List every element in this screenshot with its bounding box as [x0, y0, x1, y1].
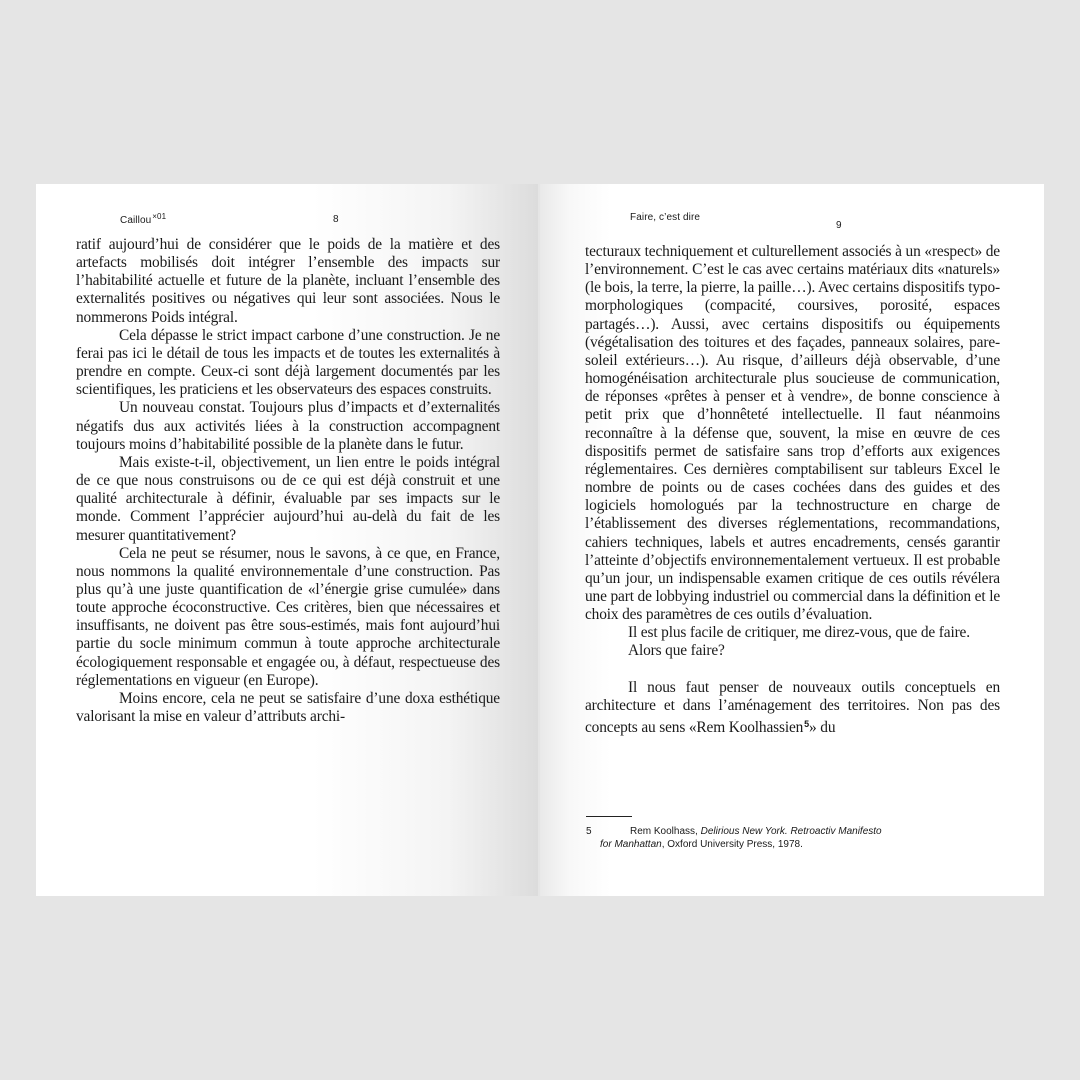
footnote-author: Rem Koolhass, [630, 826, 701, 837]
page-number-left: 8 [333, 214, 339, 225]
paragraph-spacer [585, 661, 1000, 679]
paragraph-text-tail: » du [809, 718, 836, 736]
footnote-rule [586, 816, 632, 817]
left-page [36, 184, 538, 896]
footnote-number: 5 [586, 826, 592, 837]
paragraph: Un nouveau constat. Toujours plus d’impacts et d’externalités négatifs dus aux activités liées à la construction accompagnent toujours moins d’habitabilité possible de la planète dans le futur. [76, 399, 500, 453]
page-number-right: 9 [836, 220, 842, 231]
running-head-title: Caillou [120, 215, 152, 226]
footnote-title: Delirious New York. Retroactiv Manifesto for Manhattan [600, 826, 882, 850]
paragraph: Cela ne peut se résumer, nous le savons, à ce que, en France, nous nommons la qualité environnementale d’une construction. Pas plus qu’à une juste quantification de «l’énergie grise cumulée» dans toute approche écoconstructive. Ces critères, bien que nécessaires et insuffisants, ne doivent pas être sous-estimés, mais font aujourd’hui partie du socle minimum commun à toute approche architecturale écologiquement responsable et engagée ou, à défaut, respectueuse des réglementations en vigueur (en Europe). [76, 544, 500, 689]
footnote-publisher: , Oxford University Press, 1978. [661, 838, 803, 850]
footnote [586, 826, 886, 851]
footnote-reference[interactable]: 5 [804, 718, 810, 729]
paragraph [585, 679, 1000, 737]
paragraph: tecturaux techniquement et culturellement associés à un «respect» de l’environnement. C’est le cas avec certains matériaux dits «naturels» (le bois, la terre, la pierre, la paille…). Avec certains dispositifs typo-morphologiques (compacité, coursives, porosité, espaces partagés…). Aussi, avec certains dispositifs ou équipements (végétalisation des toitures et des façades, panneaux solaires, pare-soleil extérieurs…). Au risque, d’ailleurs déjà observable, d’une homogénéisation architecturale plus soucieuse de communication, de réponses «prêtes à penser et à vendre», de bonne conscience à petit prix que d’honnêteté intellectuelle. Il faut néanmoins reconnaître à la défense que, souvent, la mise en œuvre de ces dispositifs permet de satisfaire sans trop d’efforts aux exigences réglementaires. Ces dernières comptabilisent sur tableurs Excel le nombre de points ou de cases cochées dans des guides et des logiciels homologués par la technostructure en charge de l’établissement des diverses réglementations, recommandations, cahiers techniques, labels et autres encadrements, censés garantir l’atteinte d’objectifs environnementalement vertueux. Il est probable qu’un jour, un indispensable examen critique de ces outils révélera une part de lobbying industriel ou commercial dans la définition et le choix des paramètres de ces outils d’évaluation. [585, 243, 1000, 624]
right-page [540, 184, 1044, 896]
body-text-right [585, 243, 1000, 737]
paragraph: Il est plus facile de critiquer, me direz-vous, que de faire. [628, 624, 970, 642]
paragraph: Cela dépasse le strict impact carbone d’une construction. Je ne ferai pas ici le détail de tous les impacts et de toutes les externalités à prendre en compte. Ceux-ci sont déjà largement documentés par les scientifiques, les praticiens et les observateurs des espaces construits. [76, 326, 500, 399]
body-text-left [76, 236, 500, 726]
running-head-left [120, 212, 166, 226]
paragraph: ratif aujourd’hui de considérer que le poids de la matière et des artefacts mobilisés doit intégrer l’ensemble des impacts sur l’habitabilité actuelle et future de la planète, incluant l’ensemble des externalités positives ou négatives qui leur sont associées. Nous le nommerons Poids intégral. [76, 236, 500, 326]
paragraph-text: Il nous faut penser de nouveaux outils conceptuels en architecture et dans l’aménagement des territoires. Non pas des concepts au sens «Rem Koolhassien [585, 678, 1000, 736]
footnote-text [600, 826, 886, 851]
paragraph: Moins encore, cela ne peut se satisfaire d’une doxa esthétique valorisant la mise en valeur d’attributs archi- [76, 689, 500, 726]
running-head-issue: ×01 [152, 212, 167, 221]
running-head-right: Faire, c’est dire [630, 212, 701, 223]
paragraph: Mais existe-t-il, objectivement, un lien entre le poids intégral de ce que nous construisons ou de ce qui est déjà construit et une qualité architecturale à définir, évaluable par ses impacts sur le monde. Comment l’apprécier aujourd’hui au-delà du fait de les mesurer quantitativement? [76, 453, 500, 544]
paragraph: Alors que faire? [628, 642, 725, 660]
